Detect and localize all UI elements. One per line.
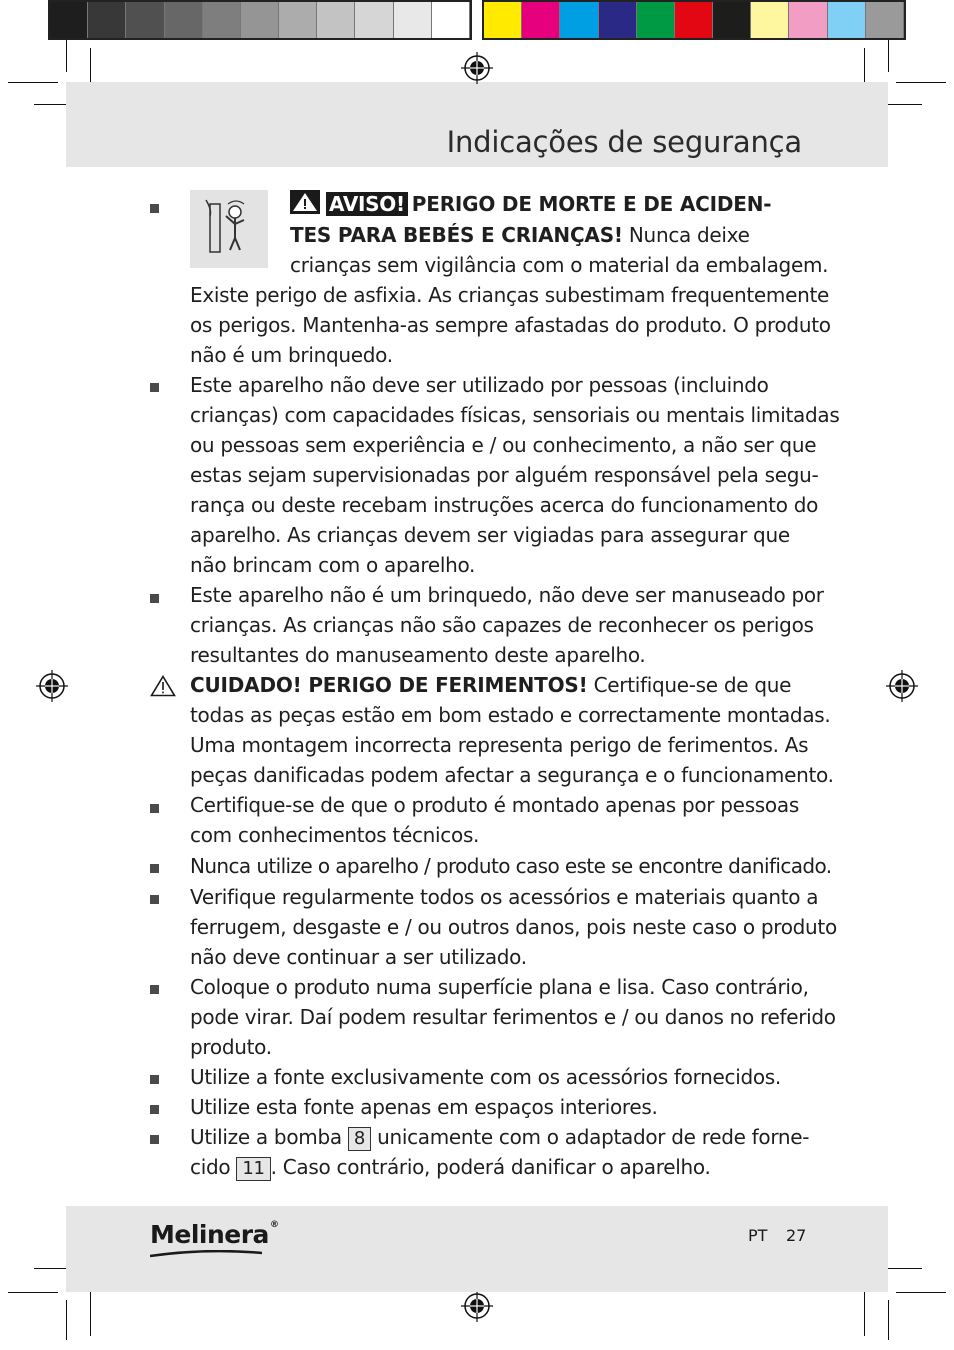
list-item-text: resultantes do manuseamento deste aparelho. [190, 643, 646, 667]
color-swatch [560, 2, 598, 38]
registration-mark-icon [461, 1290, 493, 1322]
cuidado-text: Uma montagem incorrecta representa perigo de ferimentos. As [190, 733, 809, 757]
list-item-text: ou pessoas sem experiência e / ou conhecimento, a não ser que [190, 433, 817, 457]
color-swatch [241, 2, 279, 38]
list-item-text: Utilize a fonte exclusivamente com os acessórios fornecidos. [190, 1065, 781, 1089]
bullet-square [150, 804, 159, 813]
aviso-text: Existe perigo de asfixia. As crianças subestimam frequentemente [190, 283, 830, 307]
crop-mark [896, 1292, 946, 1293]
crop-mark [8, 1292, 58, 1293]
color-swatch [394, 2, 432, 38]
bullet-square [150, 1135, 159, 1144]
color-swatch [432, 2, 470, 38]
list-item-text: estas sejam supervisionadas por alguém responsável pela segu- [190, 463, 819, 487]
list-item-text: Utilize esta fonte apenas em espaços interiores. [190, 1095, 658, 1119]
list-item-text: cido [190, 1155, 237, 1179]
bullet-square [150, 204, 159, 213]
registration-mark-icon [36, 670, 68, 702]
aviso-text: crianças sem vigilância com o material da embalagem. [290, 253, 829, 277]
cuidado-text: peças danificadas podem afectar a segurança e o funcionamento. [190, 763, 834, 787]
crop-mark [8, 82, 58, 83]
cuidado-text: todas as peças estão em bom estado e correctamente montadas. [190, 703, 831, 727]
crop-mark [66, 1300, 67, 1340]
bullet-square [150, 383, 159, 392]
color-swatch [675, 2, 713, 38]
aviso-text: os perigos. Mantenha-as sempre afastadas do produto. O produto [190, 313, 831, 337]
child-with-packaging-icon [190, 190, 268, 268]
color-swatch [789, 2, 827, 38]
color-swatch [713, 2, 751, 38]
color-swatch [355, 2, 393, 38]
aviso-badge: AVISO! [326, 192, 408, 216]
page-title: Indicações de segurança [446, 125, 802, 159]
bullet-square [150, 895, 159, 904]
crop-mark [888, 40, 889, 72]
color-swatch [126, 2, 164, 38]
brand-mark: ® [269, 1220, 279, 1230]
list-item-text: Este aparelho não deve ser utilizado por pessoas (incluindo [190, 373, 769, 397]
aviso-heading-text: PERIGO DE MORTE E DE ACIDEN- [411, 192, 772, 216]
list-item-text: rança ou deste recebam instruções acerca do funcionamento do [190, 493, 819, 517]
bullet-square [150, 594, 159, 603]
list-item-line-1 [190, 1122, 809, 1152]
list-item-text: Verifique regularmente todos os acessórios e materiais quanto a [190, 885, 819, 909]
list-item-text: crianças. As crianças não são capazes de reconhecer os perigos [190, 613, 814, 637]
brand-name: Melinera [150, 1220, 269, 1249]
list-item-text: não deve continuar a ser utilizado. [190, 945, 527, 969]
bullet-square [150, 1105, 159, 1114]
warning-triangle-icon [150, 675, 176, 697]
list-item-text: ferrugem, desgaste e / ou outros danos, pois neste caso o produto [190, 915, 837, 939]
color-swatch [88, 2, 126, 38]
crop-mark [90, 1286, 91, 1336]
color-swatch [751, 2, 789, 38]
color-swatch [522, 2, 560, 38]
bullet-square [150, 985, 159, 994]
page-number: 27 [786, 1226, 807, 1245]
logo-swoosh-icon [150, 1250, 262, 1258]
color-swatch [203, 2, 241, 38]
color-swatch [50, 2, 88, 38]
list-item-text: com conhecimentos técnicos. [190, 823, 480, 847]
bullet-square [150, 864, 159, 873]
color-swatch [828, 2, 866, 38]
crop-mark [896, 82, 946, 83]
footer-language: PT [748, 1226, 768, 1245]
list-item-text: unicamente com o adaptador de rede forne- [371, 1125, 810, 1149]
grayscale-color-bar [48, 0, 472, 40]
aviso-heading-line-1 [290, 189, 771, 219]
color-swatch [637, 2, 675, 38]
registration-mark-icon [461, 52, 493, 84]
aviso-heading-text: TES PARA BEBÉS E CRIANÇAS! [290, 223, 623, 247]
crop-mark [864, 1286, 865, 1336]
color-swatch [165, 2, 203, 38]
part-reference-11: 11 [236, 1157, 270, 1181]
part-reference-8: 8 [348, 1127, 371, 1151]
registration-mark-icon [886, 670, 918, 702]
color-swatch [317, 2, 355, 38]
cuidado-heading: CUIDADO! PERIGO DE FERIMENTOS! [190, 673, 588, 697]
cuidado-line-1 [190, 670, 791, 700]
brand-logo [150, 1220, 278, 1249]
aviso-text: Nunca deixe [622, 223, 750, 247]
list-item-text: pode virar. Daí podem resultar ferimentos e / ou danos no referido [190, 1005, 836, 1029]
list-item-text: aparelho. As crianças devem ser vigiadas para assegurar que [190, 523, 790, 547]
color-swatch [279, 2, 317, 38]
aviso-text: não é um brinquedo. [190, 343, 393, 367]
aviso-heading-line-2 [290, 220, 750, 250]
list-item-text: Utilize a bomba [190, 1125, 348, 1149]
process-color-bar [482, 0, 906, 40]
color-swatch [599, 2, 637, 38]
list-item-text: não brincam com o aparelho. [190, 553, 476, 577]
list-item-text: produto. [190, 1035, 272, 1059]
list-item-line-2 [190, 1152, 711, 1182]
color-swatch [866, 2, 904, 38]
list-item-text: Este aparelho não é um brinquedo, não deve ser manuseado por [190, 583, 824, 607]
crop-mark [66, 40, 67, 72]
list-item-text: crianças) com capacidades físicas, sensoriais ou mentais limitadas [190, 403, 840, 427]
list-item-text: Nunca utilize o aparelho / produto caso este se encontre danificado. [190, 854, 832, 878]
cuidado-text: Certifique-se de que [587, 673, 792, 697]
warning-triangle-icon [290, 190, 320, 214]
crop-mark [888, 1300, 889, 1340]
list-item-text: . Caso contrário, poderá danificar o aparelho. [270, 1155, 711, 1179]
footer-band [66, 1206, 888, 1292]
bullet-square [150, 1075, 159, 1084]
color-swatch [484, 2, 522, 38]
list-item-text: Certifique-se de que o produto é montado apenas por pessoas [190, 793, 799, 817]
list-item-text: Coloque o produto numa superfície plana e lisa. Caso contrário, [190, 975, 809, 999]
